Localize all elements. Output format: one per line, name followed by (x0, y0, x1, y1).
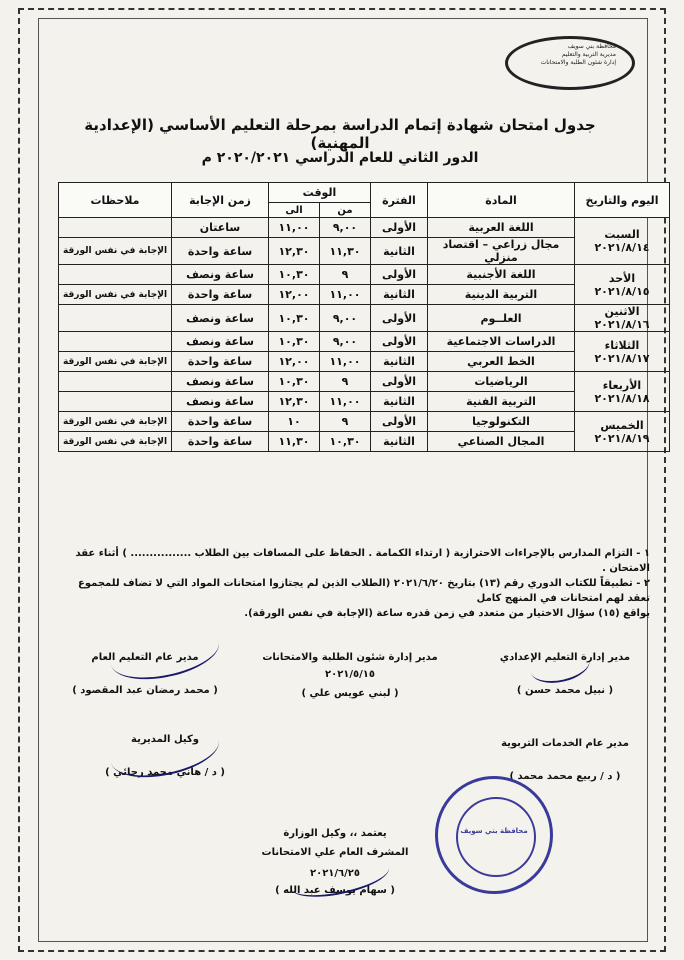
notes-cell: الإجابة في نفس الورقة (59, 285, 172, 305)
day-date-cell (575, 372, 670, 412)
notes-cell (59, 218, 172, 238)
approval-name: ( سهام يوسف عبد الله ) (275, 885, 395, 896)
notes-cell: الإجابة في نفس الورقة (59, 238, 172, 265)
period-cell: الثانية (371, 352, 428, 372)
time-to-cell: ١٠,٣٠ (269, 372, 320, 392)
table-row (59, 305, 670, 332)
time-from-cell: ١١,٠٠ (320, 352, 371, 372)
signature-block-educational-services (480, 738, 650, 782)
time-from-cell: ١١,٠٠ (320, 285, 371, 305)
stamp-text: محافظة بني سويف (460, 827, 528, 835)
duration-cell: ساعة واحدة (172, 238, 269, 265)
period-cell: الثانية (371, 285, 428, 305)
day-date-cell (575, 218, 670, 265)
table-row (59, 372, 670, 392)
signature-name: ( د / هاني محمد رجائي ) (105, 767, 225, 778)
day-date-cell (575, 412, 670, 452)
day-date-cell (575, 305, 670, 332)
signature-date: ٢٠٢١/٥/١٥ (324, 669, 376, 680)
duration-cell: ساعة ونصف (172, 332, 269, 352)
header-subject: المادة (428, 183, 575, 218)
time-from-cell: ١٠,٣٠ (320, 432, 371, 452)
stamp-eagle-emblem (456, 797, 536, 877)
subject-cell: الرياضيات (428, 372, 575, 392)
period-cell: الأولى (371, 332, 428, 352)
time-from-cell: ٩,٠٠ (320, 332, 371, 352)
exam-date: ٢٠٢١/٨/١٩ (594, 431, 650, 445)
duration-cell: ساعة واحدة (172, 352, 269, 372)
footnotes (60, 546, 650, 621)
official-stamp (435, 776, 553, 894)
period-cell: الثانية (371, 238, 428, 265)
time-from-cell: ١١,٠٠ (320, 392, 371, 412)
footnote-2: ٢ - تطبيقاً للكتاب الدوري رقم (١٣) بتاريخ ٢٠٢١/٦/٢٠ (الطلاب الذين لم يجتازوا امتحانات المواد التي لا تضاف للمجموع تعقد لهم امتحانات في المنهج كامل (78, 578, 650, 604)
duration-cell: ساعة ونصف (172, 305, 269, 332)
day-name: الخميس (600, 418, 644, 432)
time-from-cell: ١١,٣٠ (320, 238, 371, 265)
logo-text (541, 43, 616, 67)
header-time-from: من (320, 203, 371, 218)
logo-line: محافظة بني سويف (567, 43, 616, 50)
table-row (59, 412, 670, 432)
footnote-2-continued: بواقع (١٥) سؤال الاختيار من متعدد في زمن قدره ساعة (الإجابة في نفس الورقة). (244, 608, 650, 619)
table-row (59, 265, 670, 285)
period-cell: الأولى (371, 265, 428, 285)
day-name: الثلاثاء (604, 338, 640, 352)
approval-date: ٢٠٢١/٦/٢٥ (309, 868, 361, 879)
time-from-cell: ٩ (320, 265, 371, 285)
duration-cell: ساعة واحدة (172, 432, 269, 452)
signature-title: مدير إدارة التعليم الإعدادي (499, 652, 631, 663)
signature-title: وكيل المديرية (131, 734, 199, 745)
time-to-cell: ١٢,٣٠ (269, 238, 320, 265)
subject-cell: المجال الصناعي (428, 432, 575, 452)
exam-date: ٢٠٢١/٨/١٤ (594, 241, 650, 254)
notes-cell (59, 332, 172, 352)
notes-cell (59, 305, 172, 332)
signature-title: مدير عام الخدمات التربوية (501, 738, 629, 749)
period-cell: الأولى (371, 305, 428, 332)
signature-name: ( محمد رمضان عبد المقصود ) (72, 685, 218, 696)
signature-title: مدير عام التعليم العام (91, 652, 199, 663)
header-notes: ملاحظات (59, 183, 172, 218)
notes-cell (59, 265, 172, 285)
day-date-cell (575, 265, 670, 305)
signature-name: ( نبيل محمد حسن ) (516, 685, 614, 696)
subject-cell: اللغة العربية (428, 218, 575, 238)
notes-cell (59, 392, 172, 412)
day-name: الأربعاء (602, 378, 642, 392)
time-to-cell: ١١,٣٠ (269, 432, 320, 452)
exam-date: ٢٠٢١/٨/١٦ (594, 318, 650, 331)
notes-cell: الإجابة في نفس الورقة (59, 352, 172, 372)
notes-cell: الإجابة في نفس الورقة (59, 412, 172, 432)
logo-line: إدارة شئون الطلبة والامتحانات (540, 59, 616, 66)
exam-schedule-table (58, 182, 670, 452)
time-to-cell: ١٠,٣٠ (269, 305, 320, 332)
exam-date: ٢٠٢١/٨/١٧ (594, 351, 650, 365)
subject-cell: الدراسات الاجتماعية (428, 332, 575, 352)
duration-cell: ساعة ونصف (172, 265, 269, 285)
notes-cell: الإجابة في نفس الورقة (59, 432, 172, 452)
notes-cell (59, 372, 172, 392)
subject-cell: مجال زراعي – اقتصاد منزلي (428, 238, 575, 265)
time-to-cell: ١٠ (269, 412, 320, 432)
duration-cell: ساعة واحدة (172, 412, 269, 432)
table-row (59, 218, 670, 238)
subject-cell: التربية الدينية (428, 285, 575, 305)
footnote-1: ١ - التزام المدارس بالإجراءات الاحترازية ( ارتداء الكمامة . الحفاظ على المسافات بين الطلاب ................ ) أثناء عقد الامتحان . (75, 548, 650, 574)
signature-title: مدير إدارة شئون الطلبة والامتحانات (262, 652, 438, 663)
period-cell: الأولى (371, 218, 428, 238)
day-name: السبت (604, 228, 640, 241)
document-subtitle: الدور الثاني للعام الدراسي ٢٠٢٠/٢٠٢١ م (201, 150, 479, 166)
ministry-logo (505, 36, 635, 90)
day-date-cell (575, 332, 670, 372)
time-to-cell: ١٢,٠٠ (269, 285, 320, 305)
day-name: الاثنين (604, 305, 640, 318)
subject-cell: الخط العربي (428, 352, 575, 372)
header-duration: زمن الإجابة (172, 183, 269, 218)
duration-cell: ساعة ونصف (172, 372, 269, 392)
period-cell: الأولى (371, 372, 428, 392)
duration-cell: ساعة ونصف (172, 392, 269, 412)
header-time: الوقت (269, 183, 371, 203)
time-to-cell: ١٠,٣٠ (269, 265, 320, 285)
exam-date: ٢٠٢١/٨/١٨ (594, 391, 650, 405)
time-from-cell: ٩,٠٠ (320, 218, 371, 238)
duration-cell: ساعة واحدة (172, 285, 269, 305)
header-period: الفترة (371, 183, 428, 218)
exam-date: ٢٠٢١/٨/١٥ (594, 284, 650, 298)
schedule-body (59, 218, 670, 452)
subject-cell: اللغة الأجنبية (428, 265, 575, 285)
period-cell: الثانية (371, 392, 428, 412)
header-time-to: الى (269, 203, 320, 218)
subject-cell: التكنولوجيا (428, 412, 575, 432)
time-to-cell: ١٢,٣٠ (269, 392, 320, 412)
table-row (59, 332, 670, 352)
signature-name: ( د / ربيع محمد محمد ) (509, 771, 621, 782)
subject-cell: العلــوم (428, 305, 575, 332)
period-cell: الأولى (371, 412, 428, 432)
time-from-cell: ٩ (320, 372, 371, 392)
time-from-cell: ٩,٠٠ (320, 305, 371, 332)
logo-line: مديرية التربية والتعليم (561, 51, 616, 58)
day-name: الأحد (608, 271, 636, 285)
subject-cell: التربية الفنية (428, 392, 575, 412)
document-title: جدول امتحان شهادة إتمام الدراسة بمرحلة التعليم الأساسي (الإعدادية المهنية) (84, 116, 596, 152)
approval-title: المشرف العام علي الامتحانات (261, 847, 409, 858)
time-to-cell: ١١,٠٠ (269, 218, 320, 238)
duration-cell: ساعتان (172, 218, 269, 238)
signature-block-student-affairs (250, 652, 450, 699)
time-to-cell: ١٠,٣٠ (269, 332, 320, 352)
header-day-date: اليوم والتاريخ (575, 183, 670, 218)
approval-line: يعتمد ،، وكيل الوزارة (283, 828, 387, 839)
time-from-cell: ٩ (320, 412, 371, 432)
signature-name: ( لبني عويس علي ) (301, 688, 399, 699)
time-to-cell: ١٢,٠٠ (269, 352, 320, 372)
period-cell: الثانية (371, 432, 428, 452)
